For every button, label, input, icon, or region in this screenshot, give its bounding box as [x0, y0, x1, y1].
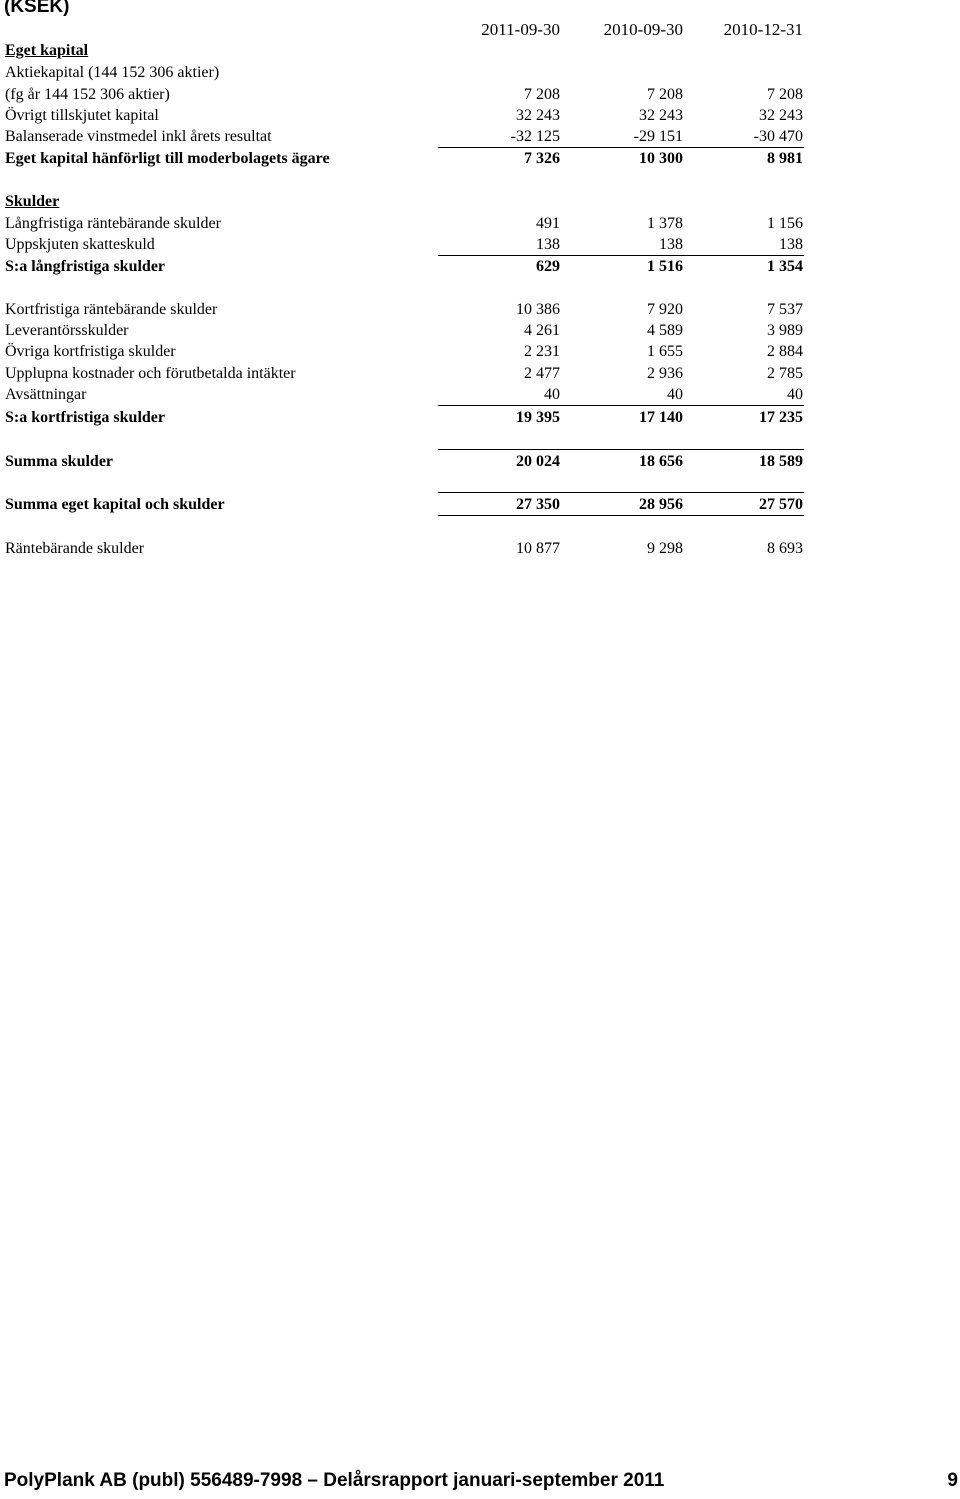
row-label: Övriga kortfristiga skulder: [5, 343, 176, 360]
table-row: [0, 148, 960, 170]
row-value: 1 354: [767, 258, 803, 275]
total-liabilities-row: [0, 451, 960, 473]
page-footer: [4, 1470, 958, 1492]
total-rule: [438, 449, 804, 450]
row-value: 138: [779, 236, 803, 253]
row-label: S:a långfristiga skulder: [5, 258, 166, 275]
row-value: 3 989: [767, 322, 803, 339]
row-label: Summa eget kapital och skulder: [5, 496, 225, 513]
row-label: Räntebärande skulder: [5, 540, 145, 557]
row-value: 32 243: [759, 107, 803, 124]
section-heading-equity: Eget kapital: [5, 42, 89, 59]
row-value: 10 877: [516, 540, 560, 557]
row-value: 138: [659, 236, 683, 253]
row-value: 2 884: [767, 343, 803, 360]
row-label: Eget kapital hänförligt till moderbolagets ägare: [5, 150, 330, 167]
row-value: 19 395: [516, 409, 560, 426]
row-value: 7 208: [524, 86, 560, 103]
row-value: 491: [536, 215, 560, 232]
row-value: 7 537: [767, 301, 803, 318]
table-row: [0, 234, 960, 256]
row-value: 8 693: [767, 540, 803, 557]
row-value: 629: [536, 258, 560, 275]
row-value: 9 298: [647, 540, 683, 557]
table-row: [0, 384, 960, 406]
row-value: 2 785: [767, 365, 803, 382]
row-label: Avsättningar: [5, 386, 87, 403]
row-value: 40: [787, 386, 803, 403]
unit-label: (KSEK): [4, 0, 70, 17]
row-value: 2 477: [524, 365, 560, 382]
column-header-3: 2010-12-31: [723, 20, 803, 39]
row-value: 7 920: [647, 301, 683, 318]
row-value: 2 231: [524, 343, 560, 360]
row-value: 32 243: [516, 107, 560, 124]
row-value: 10 386: [516, 301, 560, 318]
row-label: Övrigt tillskjutet kapital: [5, 107, 159, 124]
row-value: 40: [667, 386, 683, 403]
table-row: [0, 213, 960, 235]
row-value: 10 300: [639, 150, 683, 167]
row-value: 7 326: [524, 150, 560, 167]
table-row: [0, 84, 960, 106]
row-label: S:a kortfristiga skulder: [5, 409, 165, 426]
row-value: -30 470: [753, 128, 803, 145]
table-row: [0, 299, 960, 321]
row-value: -29 151: [633, 128, 683, 145]
row-label: Summa skulder: [5, 453, 114, 470]
row-label: Leverantörsskulder: [5, 322, 129, 339]
row-label: Upplupna kostnader och förutbetalda intäkter: [5, 365, 296, 382]
row-value: -32 125: [510, 128, 560, 145]
table-row: [0, 256, 960, 278]
page-number: 9: [947, 1470, 958, 1491]
total-equity-liabilities-row: [0, 494, 960, 516]
row-value: 17 140: [639, 409, 683, 426]
row-label: Kortfristiga räntebärande skulder: [5, 301, 218, 318]
row-value: 20 024: [516, 453, 560, 470]
column-header-2: 2010-09-30: [603, 20, 683, 39]
row-value: 8 981: [767, 150, 803, 167]
row-value: 1 516: [647, 258, 683, 275]
row-value: 1 655: [647, 343, 683, 360]
interest-bearing-row: [0, 538, 960, 560]
table-row: [0, 320, 960, 342]
row-value: 18 589: [759, 453, 803, 470]
table-row: [0, 407, 960, 429]
row-value: 4 589: [647, 322, 683, 339]
footer-text: PolyPlank AB (publ) 556489-7998 – Delårsrapport januari-september 2011: [4, 1470, 665, 1491]
row-label: Långfristiga räntebärande skulder: [5, 215, 221, 232]
row-value: 1 156: [767, 215, 803, 232]
row-label: Aktiekapital (144 152 306 aktier): [5, 64, 220, 81]
section-heading-liabilities: Skulder: [5, 193, 60, 210]
row-value: 4 261: [524, 322, 560, 339]
table-row: [0, 62, 960, 84]
row-value: 27 350: [516, 496, 560, 513]
row-value: 7 208: [767, 86, 803, 103]
subtotal-rule: [438, 405, 804, 406]
row-value: 32 243: [639, 107, 683, 124]
table-row: [0, 126, 960, 148]
row-value: 40: [544, 386, 560, 403]
row-value: 28 956: [639, 496, 683, 513]
row-value: 7 208: [647, 86, 683, 103]
table-row: [0, 341, 960, 363]
column-header-1: 2011-09-30: [481, 20, 560, 39]
table-row: [0, 363, 960, 385]
row-value: 18 656: [639, 453, 683, 470]
row-value: 1 378: [647, 215, 683, 232]
row-value: 17 235: [759, 409, 803, 426]
row-value: 27 570: [759, 496, 803, 513]
row-value: 138: [536, 236, 560, 253]
total-rule: [438, 492, 804, 493]
row-label: Balanserade vinstmedel inkl årets resultat: [5, 128, 272, 145]
row-label: Uppskjuten skatteskuld: [5, 236, 155, 253]
row-value: 2 936: [647, 365, 683, 382]
total-rule: [438, 515, 804, 516]
row-label: (fg år 144 152 306 aktier): [5, 86, 170, 103]
table-row: [0, 105, 960, 127]
